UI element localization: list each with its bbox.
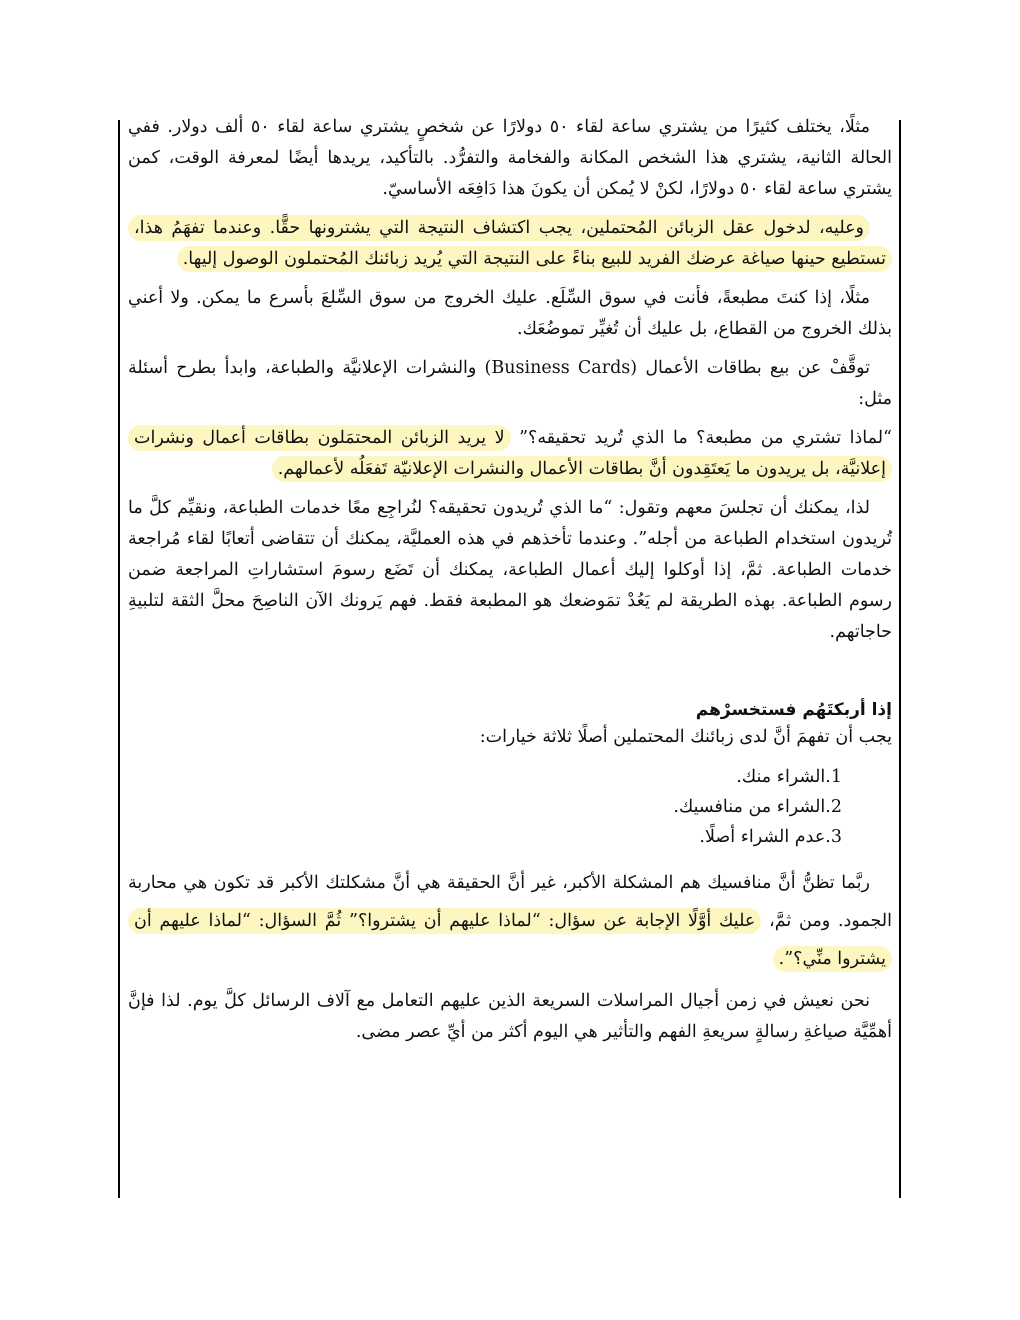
plain-text: ربَّما تظنُّ أنَّ منافسيك هم المشكلة الأكبر، غير أنَّ الحقيقة هي أنَّ مشكلتك الأكبر قد تكون هي محاربة الجمود. ومن ثمَّ، [128,873,892,931]
paragraph-customer-mind [128,213,892,275]
paragraph-sit-with-them: لذا، يمكنك أن تجلسَ معهم وتقول: “ما الذي تُريدون تحقيقه؟ لنُراجِع معًا خدمات الطباعة، ونقيِّم كلَّ ما تُريدون استخدام الطباعة من أجله”. وعندما تأخذهم في هذه العمليَّة، يمكنك أن تتقاضى أتعابًا لقاء مُراجعة خدمات الطباعة. ثمَّ، إذا أوكلوا إليك أعمال الطباعة، يمكنك أن تَضَع رسومَ استشاراتِ المراجعة ضمن رسوم الطباعة. بهذه الطريقة لم يَعُدْ تمَوضعك هو المطبعة فقط. فهم يَرونك الآن الناصِحَ محلَّ الثقة لتلبيةِ حاجاتهم. [128,498,892,642]
list-item: 3.عدم الشراء أصلًا. [699,827,842,847]
highlight: وعليه، لدخول عقل الزبائن المُحتملين، يجب اكتشاف النتيجة التي يشترونها حقًّا. وعندما تفهَمُ هذا، تستطيع حينها صياغة عرضك الفريد للبيع بناءً على النتيجة التي يُريد زبائنك المُحتملون الوصول إليها. [128,215,892,272]
section-heading: إذا أربكتَهُم فستخسرْهم [695,700,892,720]
paragraph-stop-selling: توقَّفْ عن بيع بطاقات الأعمال (Business Cards) والنشرات الإعلانيَّة والطباعة، وابدأ بطرح أسئلة مثل: [128,358,892,409]
highlight: عليك أوَّلًا الإجابة عن سؤال: “لماذا عليهم أن يشتروا؟” ثُمَّ السؤال: “لماذا عليهم أن يشتروا منِّي؟”. [128,908,892,972]
list-item: 1.الشراء منك. [736,767,842,787]
quote-text: “لماذا تشتري من مطبعة؟ ما الذي تُريد تحقيقه؟” [519,428,892,448]
page-right-border [899,120,901,1198]
highlight: لا يريد الزبائن المحتمَلون بطاقات أعمال ونشرات إعلانيَّة، بل يريدون ما يَعتَقِدون أنَّ بطاقات الأعمال والنشرات الإعلانيّة تَفعَلُه لأعمالهم. [128,425,892,482]
paragraph-printer-example: مثلًا، إذا كنتَ مطبعةً، فأنت في سوق السِّلَع. عليك الخروج من سوق السِّلعَ بأسرع ما يمكن. ولا أعني بذلك الخروج من القطاع، بل عليك أن تُغيِّر تموضُعَك. [128,288,892,339]
list-item: 2.الشراء من منافسيك. [673,797,842,817]
choices-list [128,762,892,852]
page-left-border [118,120,120,1198]
document-page [128,112,892,1056]
spacer [128,656,892,684]
paragraph-inertia [128,864,892,978]
paragraph-fast-messages: نحن نعيش في زمن أجيال المراسلات السريعة الذين عليهم التعامل مع آلاف الرسائل كلَّ يوم. لذا فإنَّ أهمِّيَّة صياغةِ رسالةٍ سريعةِ الفهم والتأثير هي اليوم أكثر من أيِّ عصر مضى. [128,991,892,1042]
section-lead: يجب أن تفهمَ أنَّ لدى زبائنك المحتملين أصلًا ثلاثة خيارات: [479,727,892,747]
paragraph-watch-example: مثلًا، يختلف كثيرًا من يشتري ساعة لقاء ٥٠ دولارًا عن شخصٍ يشتري ساعة لقاء ٥٠ ألف دولار. ففي الحالة الثانية، يشتري هذا الشخص المكانة والفخامة والتفرُّد. بالتأكيد، يريدها أيضًا لمعرفة الوقت، كمن يشتري ساعة لقاء ٥٠ دولارًا، لكنْ لا يُمكن أن يكونَ هذا دَافِعَه الأساسيّ. [128,117,892,199]
paragraph-why-buy-printer [128,423,892,485]
